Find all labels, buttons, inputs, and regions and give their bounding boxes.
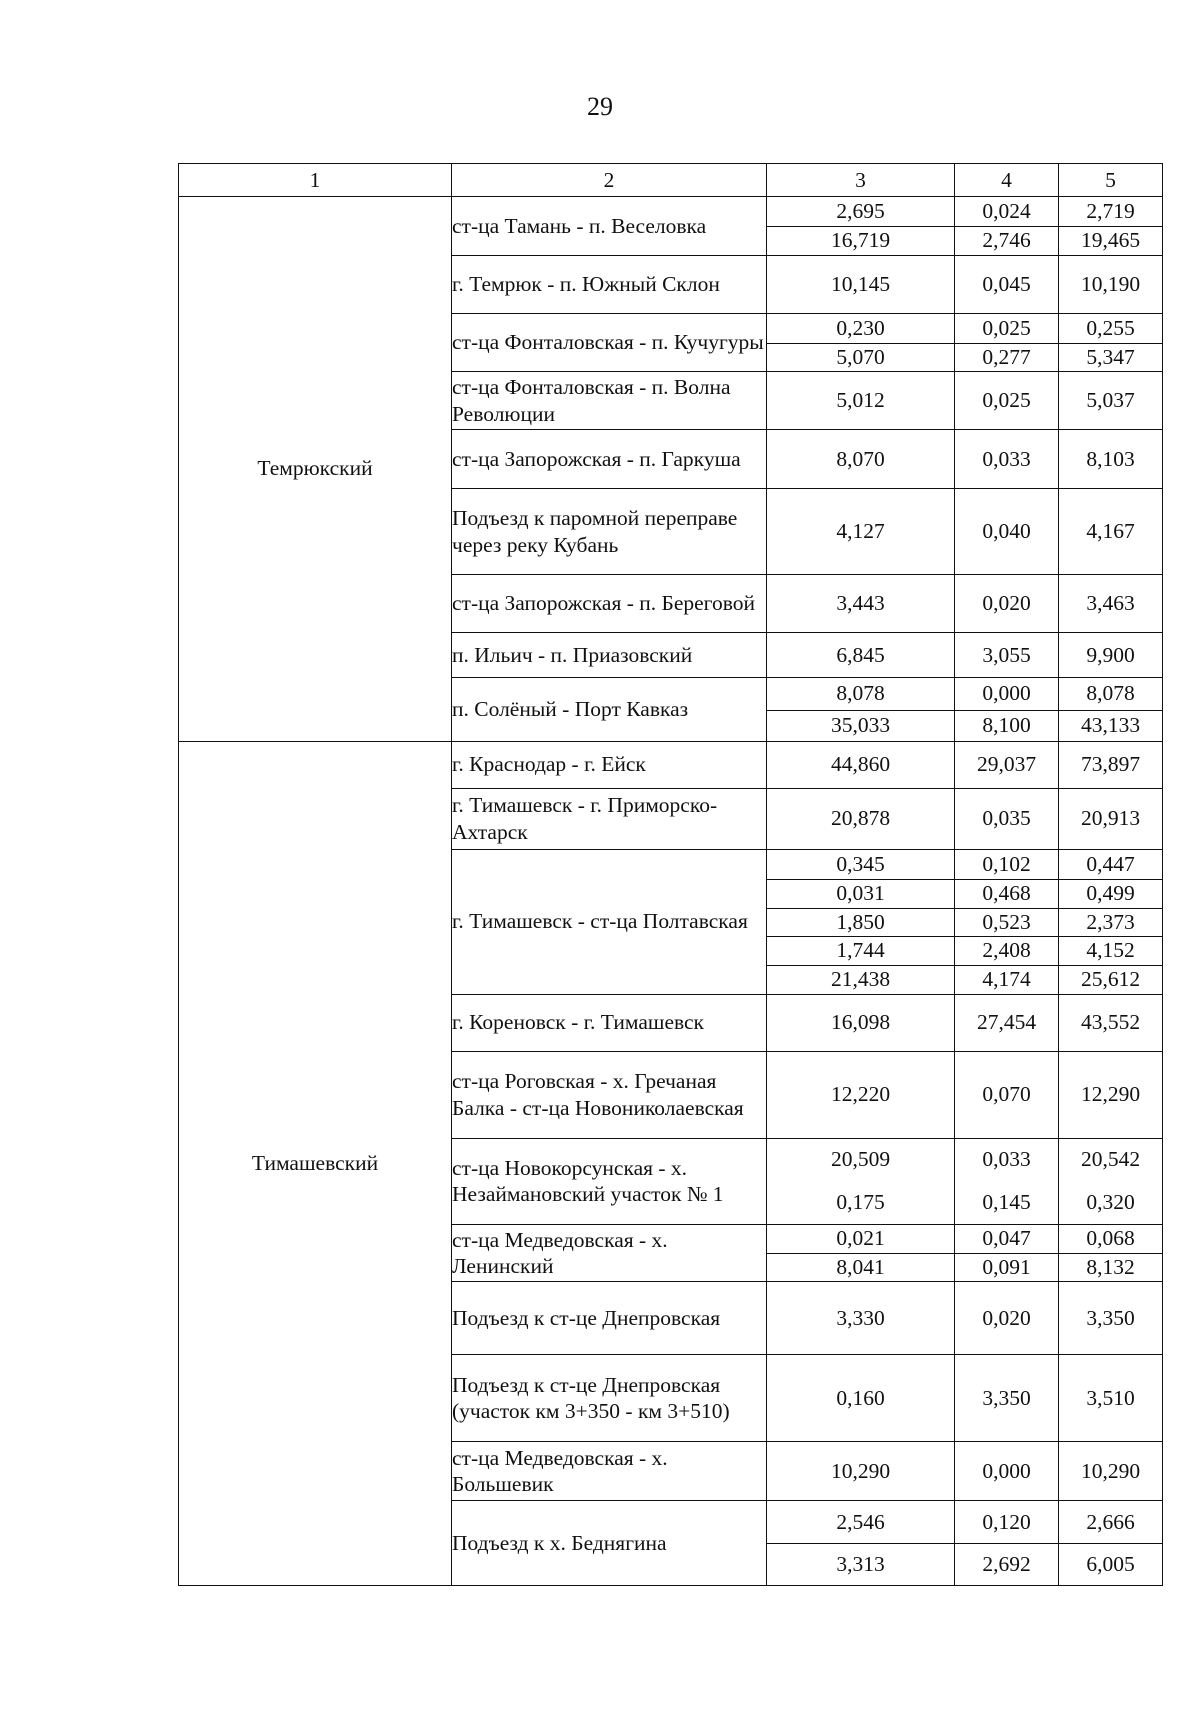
value: 0,020 <box>982 591 1031 615</box>
value-cell-col5 <box>1059 313 1163 372</box>
value-cell-col5 <box>1059 372 1163 430</box>
road-name: ст-ца Запорожская - п. Береговой <box>452 575 767 633</box>
value: 2,546 <box>836 1509 885 1534</box>
value: 1,850 <box>767 908 954 937</box>
value: 20,913 <box>1080 806 1141 830</box>
value: 8,132 <box>1059 1253 1162 1281</box>
value: 0,091 <box>955 1253 1058 1281</box>
column-number-1: 1 <box>179 164 452 197</box>
value-cell-col4 <box>955 1138 1059 1224</box>
value: 5,347 <box>1059 343 1162 372</box>
value-cell-col5 <box>1059 1224 1163 1282</box>
value-cell-col4 <box>955 788 1059 849</box>
header-row <box>179 164 1163 197</box>
value: 5,070 <box>767 343 954 372</box>
value-cell-col3 <box>767 678 955 742</box>
value: 3,443 <box>836 591 885 615</box>
road-name: ст-ца Медведовская - х. Ленинский <box>452 1224 767 1282</box>
value-cell-col3 <box>767 255 955 313</box>
value-cell-col4 <box>955 678 1059 742</box>
district-name: Тимашевский <box>179 741 452 1585</box>
value: 8,078 <box>1086 681 1135 706</box>
road-name: г. Темрюк - п. Южный Склон <box>452 255 767 313</box>
value-cell-col5 <box>1059 1051 1163 1138</box>
value-cell-col4 <box>955 255 1059 313</box>
table-row <box>179 197 1163 256</box>
value-cell-col5 <box>1059 849 1163 994</box>
road-name: ст-ца Фонталовская - п. Кучугуры <box>452 313 767 372</box>
road-name: г. Краснодар - г. Ейск <box>452 741 767 788</box>
road-name: г. Тимашевск - ст-ца Полтавская <box>452 849 767 994</box>
value-cell-col3 <box>767 372 955 430</box>
value: 10,290 <box>830 1458 891 1483</box>
value: 5,012 <box>836 388 885 412</box>
value: 0,160 <box>836 1385 885 1410</box>
value: 4,152 <box>1059 936 1162 965</box>
value: 0,025 <box>982 388 1031 412</box>
value: 0,068 <box>1086 1226 1135 1251</box>
column-number-4: 4 <box>955 164 1059 197</box>
value: 8,103 <box>1086 446 1135 471</box>
value: 2,746 <box>955 226 1058 255</box>
value: 0,230 <box>836 315 885 340</box>
value: 0,320 <box>1086 1189 1135 1214</box>
value: 4,174 <box>955 965 1058 994</box>
value: 2,373 <box>1059 908 1162 937</box>
value-cell-col5 <box>1059 1138 1163 1224</box>
value: 2,719 <box>1086 199 1135 223</box>
road-name: ст-ца Тамань - п. Веселовка <box>452 197 767 256</box>
value-cell-col4 <box>955 1501 1059 1586</box>
value: 0,070 <box>982 1082 1031 1106</box>
value: 0,499 <box>1059 879 1162 908</box>
value: 9,900 <box>1086 642 1135 667</box>
value: 0,033 <box>982 446 1031 471</box>
value-cell-col3 <box>767 430 955 489</box>
value-cell-col3 <box>767 1501 955 1586</box>
value: 2,695 <box>836 199 885 223</box>
value-cell-col4 <box>955 372 1059 430</box>
value: 19,465 <box>1059 226 1162 255</box>
value-cell-col5 <box>1059 788 1163 849</box>
value: 0,447 <box>1086 852 1135 876</box>
page-number: 29 <box>587 92 613 121</box>
value: 0,255 <box>1086 315 1135 340</box>
value-cell-col5 <box>1059 575 1163 633</box>
value-cell-col4 <box>955 197 1059 256</box>
value: 4,167 <box>1086 519 1135 543</box>
value: 43,552 <box>1080 1010 1141 1034</box>
value: 0,102 <box>982 852 1031 876</box>
value: 2,692 <box>955 1543 1058 1585</box>
value: 0,033 <box>982 1147 1031 1172</box>
road-name: Подъезд к х. Беднягина <box>452 1501 767 1586</box>
value: 10,190 <box>1080 271 1141 296</box>
column-number-2: 2 <box>452 164 767 197</box>
road-name: ст-ца Запорожская - п. Гаркуша <box>452 430 767 489</box>
value: 0,468 <box>955 879 1058 908</box>
value: 3,055 <box>982 642 1031 667</box>
value: 0,025 <box>982 315 1031 340</box>
value-cell-col3 <box>767 1282 955 1355</box>
value-cell-col3 <box>767 1442 955 1501</box>
road-name: ст-ца Новокорсунская - х. Незаймановский участок № 1 <box>452 1138 767 1224</box>
value-cell-col5 <box>1059 1282 1163 1355</box>
road-name: ст-ца Роговская - х. Гречаная Балка - ст-ца Новониколаевская <box>452 1051 767 1138</box>
value: 16,719 <box>767 226 954 255</box>
value: 27,454 <box>976 1010 1037 1034</box>
value: 0,040 <box>982 519 1031 543</box>
table-row <box>179 741 1163 788</box>
value-cell-col4 <box>955 1051 1059 1138</box>
value-cell-col4 <box>955 1224 1059 1282</box>
value-cell-col3 <box>767 849 955 994</box>
value-cell-col3 <box>767 788 955 849</box>
road-name: Подъезд к ст-це Днепровская (участок км 3+350 - км 3+510) <box>452 1355 767 1442</box>
value: 73,897 <box>1080 752 1141 776</box>
value: 5,037 <box>1086 388 1135 412</box>
value: 0,000 <box>982 1458 1031 1483</box>
column-number-3: 3 <box>767 164 955 197</box>
value: 6,005 <box>1059 1543 1162 1585</box>
value: 21,438 <box>767 965 954 994</box>
value-cell-col3 <box>767 994 955 1051</box>
road-name: ст-ца Медведовская - х. Большевик <box>452 1442 767 1501</box>
value-cell-col5 <box>1059 430 1163 489</box>
value: 4,127 <box>836 519 885 543</box>
value: 0,277 <box>955 343 1058 372</box>
column-number-5: 5 <box>1059 164 1163 197</box>
value: 20,509 <box>830 1147 891 1172</box>
value: 29,037 <box>976 752 1037 776</box>
value-cell-col3 <box>767 197 955 256</box>
value-cell-col5 <box>1059 489 1163 575</box>
value-cell-col5 <box>1059 197 1163 256</box>
value: 0,035 <box>982 806 1031 830</box>
value-cell-col5 <box>1059 633 1163 678</box>
value: 20,542 <box>1080 1147 1141 1172</box>
value-cell-col4 <box>955 575 1059 633</box>
value: 12,220 <box>830 1082 891 1106</box>
value-cell-col4 <box>955 1282 1059 1355</box>
road-name: Подъезд к ст-це Днепровская <box>452 1282 767 1355</box>
value: 8,100 <box>955 710 1058 741</box>
value: 8,041 <box>767 1253 954 1281</box>
value: 16,098 <box>830 1010 891 1034</box>
roads-table <box>178 163 1163 1586</box>
value-cell-col4 <box>955 1442 1059 1501</box>
value-cell-col5 <box>1059 1501 1163 1586</box>
value: 3,463 <box>1086 591 1135 615</box>
value: 44,860 <box>830 752 891 776</box>
value-cell-col3 <box>767 1051 955 1138</box>
value: 25,612 <box>1059 965 1162 994</box>
value-cell-col3 <box>767 313 955 372</box>
value-cell-col5 <box>1059 1355 1163 1442</box>
value: 0,045 <box>982 271 1031 296</box>
value-cell-col3 <box>767 633 955 678</box>
value: 0,021 <box>836 1226 885 1251</box>
road-name: п. Солёный - Порт Кавказ <box>452 678 767 742</box>
value-cell-col3 <box>767 741 955 788</box>
value: 10,145 <box>830 271 891 296</box>
value-cell-col3 <box>767 1224 955 1282</box>
value-cell-col4 <box>955 849 1059 994</box>
value-cell-col3 <box>767 1138 955 1224</box>
value-cell-col4 <box>955 633 1059 678</box>
value-cell-col5 <box>1059 994 1163 1051</box>
value: 8,078 <box>836 681 885 706</box>
value: 0,145 <box>982 1189 1031 1214</box>
value-cell-col4 <box>955 489 1059 575</box>
value: 8,070 <box>836 446 885 471</box>
value: 3,330 <box>836 1305 885 1330</box>
value: 0,523 <box>955 908 1058 937</box>
value: 12,290 <box>1080 1082 1141 1106</box>
district-name: Темрюкский <box>179 197 452 742</box>
road-name: Подъезд к паромной переправе через реку Кубань <box>452 489 767 575</box>
value: 0,345 <box>836 852 885 876</box>
value: 20,878 <box>830 806 891 830</box>
value-cell-col5 <box>1059 255 1163 313</box>
value-cell-col3 <box>767 489 955 575</box>
value-cell-col5 <box>1059 1442 1163 1501</box>
value: 0,175 <box>836 1189 885 1214</box>
value-cell-col4 <box>955 430 1059 489</box>
road-name: п. Ильич - п. Приазовский <box>452 633 767 678</box>
value: 3,510 <box>1086 1385 1135 1410</box>
value-cell-col5 <box>1059 678 1163 742</box>
value: 3,350 <box>1086 1305 1135 1330</box>
road-name: ст-ца Фонталовская - п. Волна Революции <box>452 372 767 430</box>
value-cell-col5 <box>1059 741 1163 788</box>
value: 35,033 <box>767 710 954 741</box>
value: 0,020 <box>982 1305 1031 1330</box>
value: 2,408 <box>955 936 1058 965</box>
value: 3,350 <box>982 1385 1031 1410</box>
value-cell-col4 <box>955 313 1059 372</box>
road-name: г. Тимашевск - г. Приморско-Ахтарск <box>452 788 767 849</box>
value: 3,313 <box>767 1543 954 1585</box>
value: 43,133 <box>1059 710 1162 741</box>
value-cell-col4 <box>955 994 1059 1051</box>
value: 6,845 <box>836 642 885 667</box>
value: 10,290 <box>1080 1458 1141 1483</box>
value-cell-col4 <box>955 741 1059 788</box>
value: 1,744 <box>767 936 954 965</box>
value: 0,031 <box>767 879 954 908</box>
value: 2,666 <box>1086 1509 1135 1534</box>
value: 0,024 <box>982 199 1031 223</box>
value: 0,047 <box>982 1226 1031 1251</box>
value: 0,120 <box>982 1509 1031 1534</box>
road-name: г. Кореновск - г. Тимашевск <box>452 994 767 1051</box>
value-cell-col4 <box>955 1355 1059 1442</box>
value-cell-col3 <box>767 1355 955 1442</box>
value-cell-col3 <box>767 575 955 633</box>
value: 0,000 <box>982 681 1031 706</box>
